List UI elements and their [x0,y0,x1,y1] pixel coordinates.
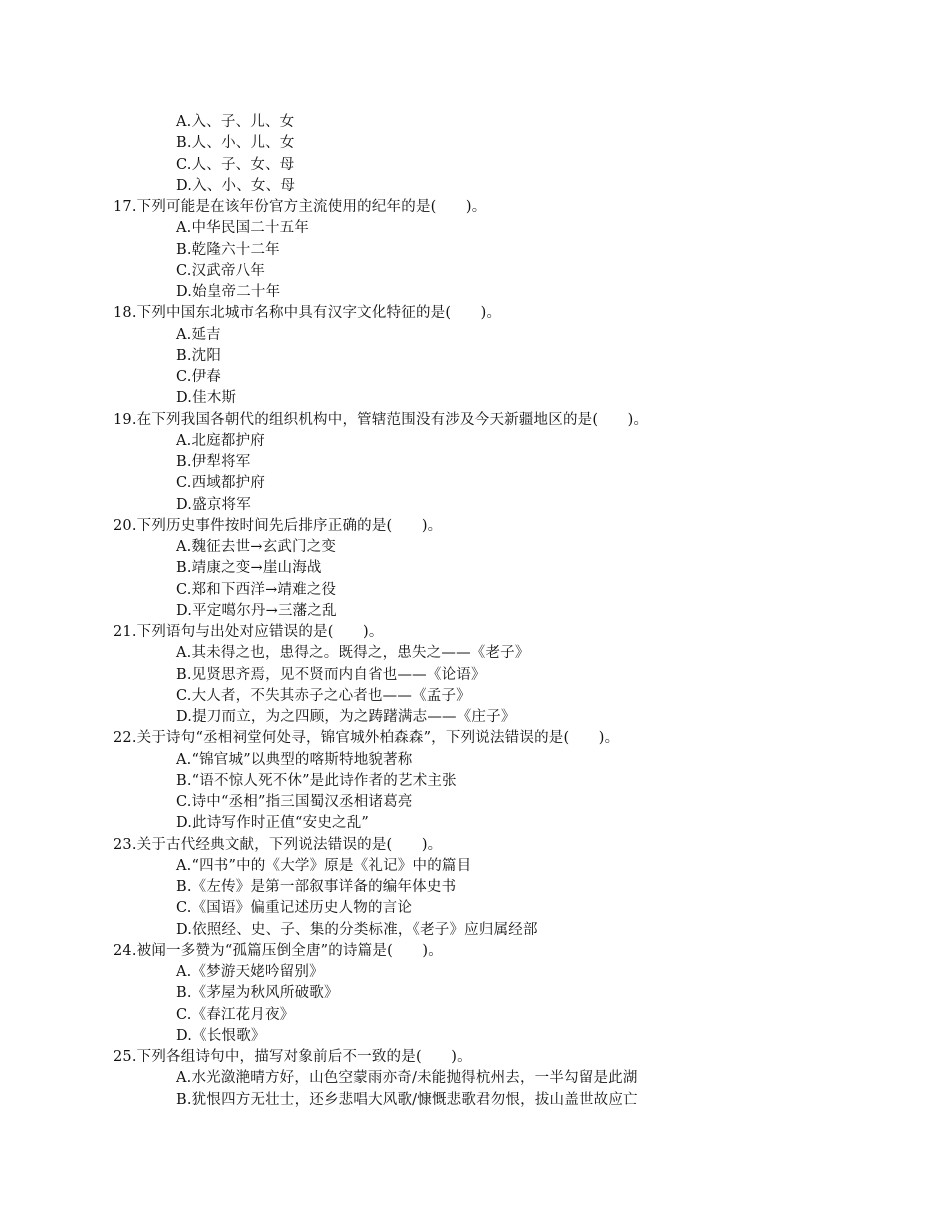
option-b: B.《茅屋为秋风所破歌》 [176,985,339,1002]
question-20-stem: 20.下列历史事件按时间先后排序正确的是( )。 [113,517,443,534]
option-a: A.水光潋滟晴方好，山色空蒙雨亦奇/未能抛得杭州去，一半勾留是此湖 [176,1070,638,1087]
question-24-stem: 24.被闻一多赞为“孤篇压倒全唐”的诗篇是( )。 [113,942,443,959]
option-c: C.《国语》偏重记述历史人物的言论 [176,900,413,917]
option-d: D.盛京将军 [176,496,251,513]
option-a: A.北庭都护府 [176,432,265,449]
option-a: A.“锦官城”以典型的喀斯特地貌著称 [176,751,413,768]
question-18-stem: 18.下列中国东北城市名称中具有汉字文化特征的是( )。 [113,305,502,322]
exam-page [0,112,950,1111]
option-b: B.靖康之变→崖山海战 [176,560,322,577]
option-d: D.入、小、女、母 [176,177,296,194]
option-b: B.见贤思齐焉，见不贤而内自省也——《论语》 [176,666,486,683]
option-d: D.始皇帝二十年 [176,284,281,300]
option-a: A.中华民国二十五年 [176,220,310,237]
option-c: C.伊春 [176,369,221,385]
option-b: B.人、小、儿、女 [176,135,295,152]
option-d: D.依照经、史、子、集的分类标准，《老子》应归属经部 [176,921,538,938]
option-b: B.《左传》是第一部叙事详备的编年体史书 [176,879,457,895]
option-d: D.此诗写作时正值“安史之乱” [176,815,370,832]
option-c: C.大人者，不失其赤子之心者也——《孟子》 [176,687,471,704]
option-d: D.提刀而立，为之四顾，为之踌躇满志——《庄子》 [176,709,516,725]
question-21-stem: 21.下列语句与出处对应错误的是( )。 [113,624,384,640]
option-c: C.郑和下西洋→靖难之役 [176,581,337,598]
question-25-stem: 25.下列各组诗句中，描写对象前后不一致的是( )。 [113,1049,472,1065]
option-c: C.人、子、女、母 [176,156,295,173]
option-d: D.《长恨歌》 [176,1027,266,1044]
option-d: D.佳木斯 [176,390,237,407]
option-a: A.其未得之也，患得之。既得之，患失之——《老子》 [176,645,530,662]
question-19-stem: 19.在下列我国各朝代的组织机构中，管辖范围没有涉及今天新疆地区的是( )。 [113,411,649,428]
option-a: A.《梦游天姥吟留别》 [176,964,324,980]
option-d: D.平定噶尔丹→三藩之乱 [176,602,337,619]
question-23-stem: 23.关于古代经典文献，下列说法错误的是( )。 [113,836,443,853]
question-22-stem: 22.关于诗句“丞相祠堂何处寻，锦官城外柏森森”，下列说法错误的是( )。 [113,730,620,747]
option-c: C.汉武帝八年 [176,262,266,279]
option-b: B.乾隆六十二年 [176,241,280,258]
question-17-stem: 17.下列可能是在该年份官方主流使用的纪年的是( )。 [113,199,487,215]
option-c: C.诗中“丞相”指三国蜀汉丞相诸葛亮 [176,794,413,810]
option-a: A.入、子、儿、女 [176,114,295,130]
option-c: C.西域都护府 [176,475,266,492]
option-b: B.沈阳 [176,347,222,364]
option-b: B.伊犁将军 [176,454,251,470]
option-a: A.魏征去世→玄武门之变 [176,539,337,555]
option-b: B.犹恨四方无壮士，还乡悲唱大风歌/慷慨悲歌君勿恨，拔山盖世故应亡 [176,1091,638,1108]
option-c: C.《春江花月夜》 [176,1006,295,1023]
option-b: B.“语不惊人死不休”是此诗作者的艺术主张 [176,772,457,789]
option-a: A.延吉 [176,326,221,343]
option-a: A.“四书”中的《大学》原是《礼记》中的篇目 [176,857,472,874]
